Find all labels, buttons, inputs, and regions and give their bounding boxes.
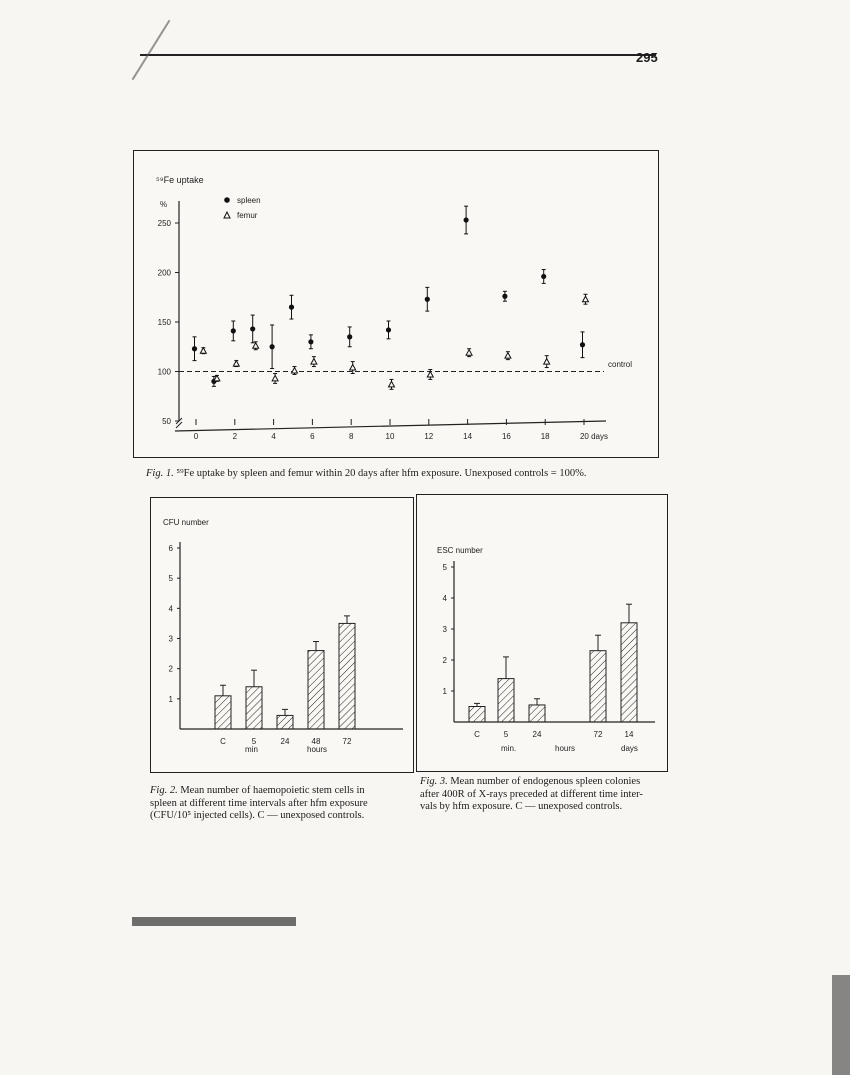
fig1-ytick-label: 250 — [157, 219, 171, 228]
fig2-bar — [246, 687, 262, 729]
fig1-xtick-label: 18 — [540, 432, 550, 441]
fig3-ylabel: ESC number — [437, 546, 483, 555]
fig1-spleen-point — [541, 274, 546, 279]
fig1-spleen-point — [425, 297, 430, 302]
fig1-spleen-point — [231, 328, 236, 333]
fig3-bar — [498, 679, 514, 722]
fig3-caption-prefix: Fig. 3. — [420, 776, 448, 787]
fig1-xtick-label: 16 — [501, 432, 511, 441]
fig2-bar — [215, 696, 231, 729]
fig1-femur-point — [350, 365, 356, 371]
fig1-yunit: % — [160, 200, 168, 209]
fig1-xtick-label: 14 — [463, 432, 473, 441]
fig2-ytick-label: 5 — [168, 574, 173, 584]
legend-spleen-label: spleen — [237, 196, 261, 205]
fig1-ytick-label: 50 — [162, 417, 171, 426]
fig1-ytick-label: 150 — [157, 318, 171, 327]
figure-3-chart — [417, 495, 667, 771]
fig1-xtick-label: 10 — [385, 432, 395, 441]
legend-femur-label: femur — [237, 211, 258, 220]
fig1-caption-prefix: Fig. 1. — [146, 468, 174, 479]
fig1-ylabel: ⁵⁹Fe uptake — [156, 175, 204, 185]
fig3-ytick-label: 4 — [442, 594, 447, 603]
fig2-caption-line-1 — [150, 785, 415, 798]
scan-bar-right-edge — [832, 975, 850, 1075]
figure-2-chart — [151, 498, 413, 772]
fig3-category-label: C — [474, 730, 480, 739]
fig3-ytick-label: 3 — [442, 625, 447, 634]
fig1-control-label: control — [608, 360, 633, 369]
fig3-caption-text-1: Mean number of endogenous spleen colonies — [450, 776, 641, 787]
fig1-femur-point — [544, 359, 550, 365]
fig1-xtick-label: 12 — [424, 432, 434, 441]
fig1-femur-point — [200, 348, 206, 354]
fig1-legend — [224, 196, 261, 220]
fig1-spleen-point — [347, 334, 352, 339]
fig1-spleen-point — [580, 342, 585, 347]
fig1-spleen-point — [308, 339, 313, 344]
fig3-category-label: 24 — [532, 730, 542, 739]
fig3-category-label: 14 — [624, 730, 634, 739]
fig3-ytick-label: 5 — [442, 563, 447, 572]
fig1-spleen-point — [502, 294, 507, 299]
fig2-group-min: min — [245, 745, 258, 754]
fig1-femur-point — [583, 296, 589, 302]
fig2-bar — [277, 715, 293, 729]
fig2-ylabel: CFU number — [163, 518, 209, 527]
fig1-xtick-label: 8 — [348, 432, 354, 441]
fig3-caption-line-1 — [420, 776, 685, 789]
fig1-xtick-label: 20 days — [579, 432, 609, 441]
fig1-xtick-label: 0 — [193, 432, 199, 441]
fig3-bar — [469, 707, 485, 723]
fig2-category-label: 48 — [311, 737, 321, 746]
fig1-femur-point — [466, 350, 472, 356]
fig1-xtick-label: 2 — [232, 432, 238, 441]
fig3-bar — [529, 705, 545, 722]
fig1-femur-point — [292, 368, 298, 374]
fig1-spleen-point — [464, 217, 469, 222]
fig2-bar — [308, 651, 324, 729]
fig1-spleen-point — [250, 326, 255, 331]
fig3-category-label: 5 — [503, 730, 509, 739]
fig2-ytick-label: 4 — [168, 604, 173, 614]
fig2-caption-text-1: Mean number of haemopoietic stem cells in — [180, 785, 365, 796]
fig1-ytick-label: 200 — [157, 268, 171, 278]
fig2-category-label: C — [220, 737, 226, 746]
page-number: 295 — [636, 50, 658, 65]
fig3-caption-line-3: vals by hfm exposure. C — unexposed controls. — [420, 801, 623, 812]
figure-2-caption — [150, 785, 415, 823]
fig3-bar — [621, 623, 637, 722]
fig1-spleen-point — [270, 344, 275, 349]
fig2-bar — [339, 623, 355, 729]
fig2-category-label: 24 — [280, 737, 290, 746]
fig1-caption-text: ⁵⁹Fe uptake by spleen and femur within 20 days after hfm exposure. Unexposed controls = 100%. — [176, 468, 587, 479]
fig3-caption-line-2: after 400R of X-rays preceded at different time inter- — [420, 788, 643, 800]
scan-bar-bottom — [132, 917, 296, 926]
fig2-caption-line-2: spleen at different time intervals after hfm exposure — [150, 797, 368, 809]
fig1-femur-point — [311, 359, 317, 365]
fig3-category-label: 72 — [593, 730, 603, 739]
fig3-group-hours: hours — [555, 744, 576, 753]
fig2-caption-prefix: Fig. 2. — [150, 785, 178, 796]
legend-spleen-marker — [224, 197, 230, 203]
legend-femur-marker — [224, 212, 230, 218]
fig2-group-hours: hours — [307, 745, 328, 754]
figure-1-frame — [133, 150, 659, 458]
figure-3-caption — [420, 776, 685, 814]
fig1-femur-point — [233, 361, 239, 367]
fig2-ytick-label: 1 — [168, 694, 173, 704]
fig2-category-label: 72 — [342, 737, 352, 746]
fig2-ytick-label: 6 — [168, 544, 173, 553]
fig1-xtick-label: 4 — [271, 432, 276, 441]
fig3-group-days: days — [621, 744, 638, 753]
fig3-ytick-label: 1 — [442, 687, 447, 696]
fig1-ytick-label: 100 — [157, 367, 171, 377]
fig2-ytick-label: 3 — [168, 634, 173, 644]
figure-3-frame — [416, 494, 668, 772]
fig1-xtick-label: 6 — [310, 432, 315, 441]
fig2-category-label: 5 — [251, 737, 257, 746]
fig3-bar — [590, 651, 606, 722]
fig1-femur-point — [389, 381, 395, 387]
fig1-spleen-point — [289, 305, 294, 310]
fig3-group-min: min. — [501, 744, 517, 753]
figure-1-caption — [146, 468, 676, 481]
fig3-ytick-label: 2 — [442, 656, 447, 665]
figure-1-chart — [134, 151, 658, 457]
scan-mark-top-left — [132, 20, 171, 80]
header-rule — [140, 54, 656, 56]
fig1-femur-point — [427, 371, 433, 377]
fig1-femur-point — [505, 353, 511, 359]
fig1-spleen-point — [386, 327, 391, 332]
fig2-caption-line-3: (CFU/10⁵ injected cells). C — unexposed controls. — [150, 810, 365, 821]
fig2-ytick-label: 2 — [168, 664, 173, 674]
figure-2-frame — [150, 497, 414, 773]
fig1-femur-point — [272, 375, 278, 381]
fig1-spleen-point — [192, 346, 197, 351]
fig1-femur-point — [253, 343, 259, 349]
